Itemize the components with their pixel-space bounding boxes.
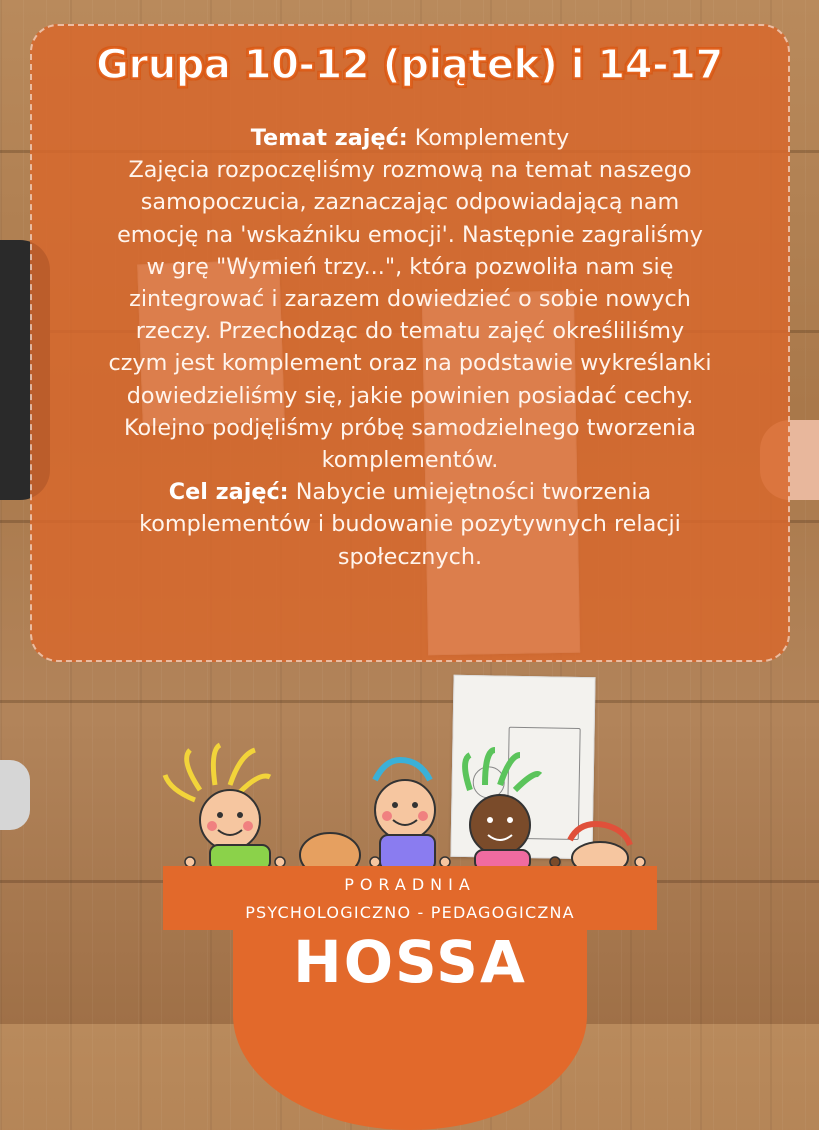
- description-line: emocję na 'wskaźniku emocji'. Następnie zagraliśmy: [117, 221, 703, 248]
- goal-label: Cel zajęć:: [168, 479, 289, 506]
- logo-subtitle-1: PORADNIA: [344, 875, 476, 894]
- topic-label: Temat zajęć:: [250, 125, 408, 151]
- goal-line: komplementów i budowanie pozytywnych relacji: [139, 511, 681, 538]
- logo-name: HOSSA: [293, 928, 527, 996]
- kid-red-hair-icon: [570, 824, 630, 870]
- description-line: czym jest komplement oraz na podstawie wykreślanki: [108, 350, 712, 377]
- description-line: Kolejno podjęliśmy próbę samodzielnego tworzenia: [124, 414, 696, 441]
- logo-subtitle-2: PSYCHOLOGICZNO - PEDAGOGICZNA: [245, 903, 575, 922]
- topic-value: Komplementy: [407, 125, 570, 151]
- kid-peeking-icon: [300, 833, 360, 870]
- goal-line: społecznych.: [337, 543, 483, 570]
- kids-illustration: [160, 730, 660, 870]
- description-line: samopoczucia, zaznaczając odpowiadającą nam: [140, 189, 680, 216]
- child-shoe: [0, 760, 30, 830]
- description-line: Zajęcia rozpoczęliśmy rozmową na temat naszego: [128, 157, 692, 184]
- description-line: komplementów.: [321, 447, 499, 474]
- kid-blue-shirt-icon: [375, 760, 435, 870]
- kid-yellow-hair-icon: [165, 745, 270, 870]
- page-title: Grupa 10-12 (piątek) i 14-17: [96, 42, 723, 88]
- description-text: [40, 122, 780, 573]
- kid-green-hair-icon: [465, 750, 540, 870]
- goal-line: [40, 476, 780, 508]
- topic-line: [40, 122, 780, 154]
- description-line: zintegrować i zarazem dowiedzieć o sobie nowych: [129, 286, 691, 313]
- description-line: w grę "Wymień trzy...", która pozwoliła nam się: [146, 253, 674, 280]
- goal-value: Nabycie umiejętności tworzenia: [288, 479, 652, 506]
- description-line: dowiedzieliśmy się, jakie powinien posiadać cechy.: [126, 382, 694, 409]
- description-line: rzeczy. Przechodząc do tematu zajęć określiliśmy: [135, 318, 685, 345]
